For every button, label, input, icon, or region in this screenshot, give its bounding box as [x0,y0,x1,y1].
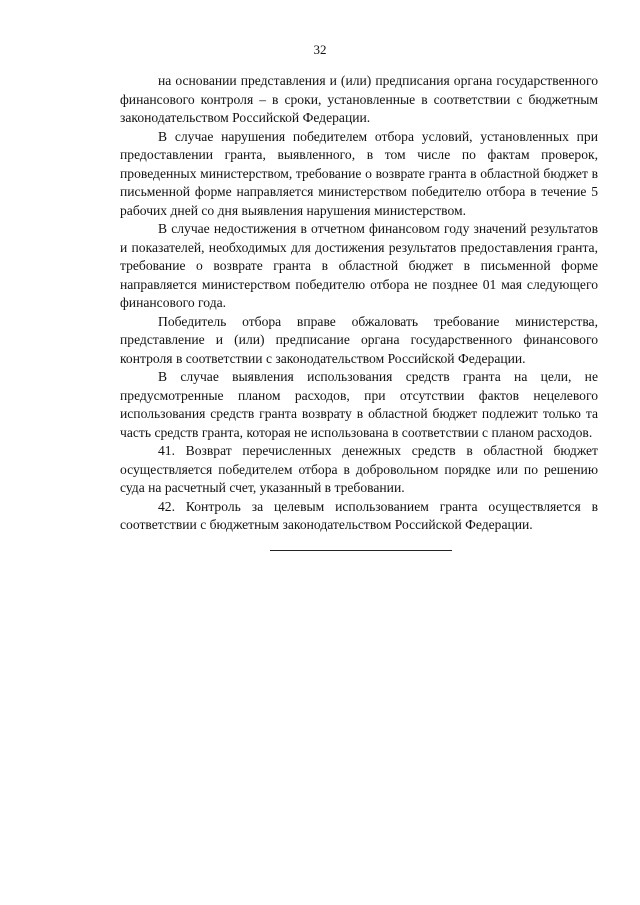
paragraph-item-42: 42. Контроль за целевым использованием гранта осуществляется в соответствии с бюджетным законодательством Российской Федерации. [120,498,598,532]
paragraph-item-41: 41. Возврат перечисленных денежных средств в областной бюджет осуществляется победителем отбора в добровольном порядке или по решению суда на расчетный счет, указанный в требовании. [120,443,598,495]
paragraph-appeal-right: Победитель отбора вправе обжаловать требование министерства, представление и (или) предписание органа государственного финансового контроля в соответствии с законодательством Российской Федерации. [120,313,598,366]
paragraph-unused-funds: В случае выявления использования средств гранта на цели, не предусмотренные планом расходов, при отсутствии фактов нецелевого использования средств гранта возврату в областной бюджет подлежит только та часть средств гранта, которая не использована в соответствии с планом расходов. [120,369,598,440]
page-number: 32 [313,42,327,57]
paragraph-continuation: на основании представления и (или) предписания органа государственного финансового контроля – в сроки, установленные в соответствии с бюджетным законодательством Российской Федерации. [120,73,598,125]
paragraph-violation-refund: В случае нарушения победителем отбора условий, установленных при предоставлении гранта, выявленного, в том числе по фактам проверок, проведенных министерством, требование о возврате гранта в областной бюджет в письменной форме направляется министерством победителю отбора в течение 5 рабочих дней со дня выявления нарушения министерством. [120,128,598,218]
end-of-document-rule [270,550,452,551]
document-body [120,72,598,535]
paragraph-results-not-achieved: В случае недостижения в отчетном финансовом году значений результатов и показателей, необходимых для достижения результатов предоставления гранта, требование о возврате гранта в областной бюджет в письменной форме направляется министерством победителю отбора не позднее 01 мая следующего финансового года. [120,221,598,310]
